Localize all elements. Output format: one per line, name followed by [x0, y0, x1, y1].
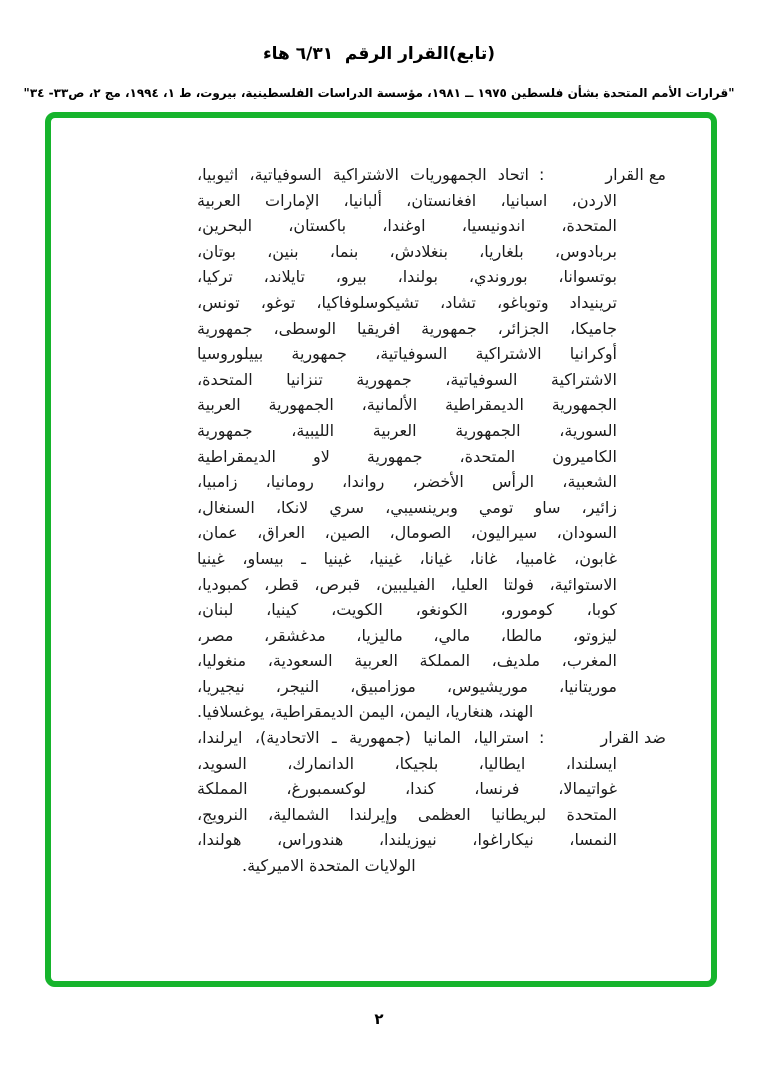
text-line: اتحاد الجمهوريات الاشتراكية السوفياتية، اثيوبيا،	[197, 165, 529, 184]
text-line: المتحدة، اندونيسيا، اوغندا، باكستان، البحرين،	[197, 216, 617, 236]
text-line: بربادوس، بلغاريا، بنغلادش، بنما، بنين، بوتان،	[197, 241, 617, 261]
vote-against-label-text: ضد القرار	[600, 728, 666, 748]
text-line: استراليا، المانيا (جمهورية ـ الاتحادية)، ايرلندا،	[197, 728, 529, 748]
source-citation: "قرارات الأمم المتحدة بشأن فلسطين ١٩٧٥ ــ ١٩٨١، مؤسسة الدراسات الفلسطينية، بيروت، ط ١، ١٩٩٤، مج ٢، ص٣٣- ٣٤"	[23, 86, 735, 100]
vote-against-entry	[197, 725, 666, 879]
vote-against-colon: :	[539, 728, 545, 748]
vote-with-label-text: مع القرار	[605, 165, 666, 184]
text-line: الاشتراكية السوفياتية، جمهورية تنزانيا المتحدة،	[197, 369, 617, 389]
vote-with-entry	[197, 162, 666, 725]
text-line: بوتسوانا، بوروندي، بولندا، بيرو، تايلاند، تركيا،	[197, 267, 617, 287]
text-line: غابون، غامبيا، غانا، غيانا، غينيا، غينيا ـ بيساو، غينيا	[197, 548, 617, 568]
text-line: زائير، ساو تومي وبرينسيبي، سري لانكا، السنغال،	[197, 497, 617, 517]
text-line: الاستوائية، فولتا العليا، الفيليبين، قبرص، قطر، كمبوديا،	[197, 574, 617, 594]
content-frame	[45, 112, 717, 987]
page-number: ٢	[374, 1010, 384, 1028]
text-line: غواتيمالا، فرنسا، كندا، لوكسمبورغ، المملكة	[197, 779, 617, 799]
text-line: ليزوتو، مالطا، مالي، ماليزيا، مدغشقر، مصر،	[197, 625, 617, 645]
text-line: الشعبية، الرأس الأخضر، رواندا، رومانيا، زامبيا،	[197, 472, 617, 492]
text-line: الكاميرون المتحدة، جمهورية لاو الديمقراطية	[197, 446, 617, 466]
vote-with-countries	[197, 162, 617, 725]
text-line: السودان، سيراليون، الصومال، الصين، العراق، عمان،	[197, 523, 617, 543]
vote-with-colon: :	[539, 165, 545, 184]
text-line: المتحدة لبريطانيا العظمى وإيرلندا الشمالية، النرويج،	[197, 804, 617, 824]
text-line: الهند، هنغاريا، اليمن، اليمن الديمقراطية، يوغسلافيا.	[197, 702, 534, 722]
text-line: أوكرانيا الاشتراكية السوفياتية، جمهورية بييلوروسيا	[197, 344, 617, 364]
vote-with-label	[539, 162, 666, 188]
text-line: ايسلندا، ايطاليا، بلجيكا، الدانمارك، السويد،	[197, 753, 617, 773]
text-line: الجمهورية الديمقراطية الألمانية، الجمهورية العربية	[197, 395, 617, 415]
text-line: النمسا، نيكاراغوا، نيوزيلندا، هندوراس، هولندا،	[197, 830, 617, 850]
text-line: المغرب، ملديف، المملكة العربية السعودية، منغوليا،	[197, 651, 617, 671]
text-line: جاميكا، الجزائر، جمهورية افريقيا الوسطى، جمهورية	[197, 318, 617, 338]
page-title: (تابع)القرار الرقم ٦/٣١ هاء	[262, 44, 496, 64]
text-line: الولايات المتحدة الاميركية.	[242, 856, 416, 876]
text-line: موريتانيا، موريشيوس، موزامبيق، النيجر، نيجيريا،	[197, 676, 617, 696]
text-line: ترينيداد وتوباغو، تشاد، تشيكوسلوفاكيا، توغو، تونس،	[197, 292, 617, 312]
text-line: الاردن، اسبانيا، افغانستان، ألبانيا، الإمارات العربية	[197, 190, 617, 210]
text-line: كوبا، كومورو، الكونغو، الكويت، كينيا، لبنان،	[197, 600, 617, 620]
vote-against-label	[539, 725, 666, 751]
resolution-votes	[197, 162, 666, 879]
text-line: السورية، الجمهورية العربية الليبية، جمهورية	[197, 420, 617, 440]
